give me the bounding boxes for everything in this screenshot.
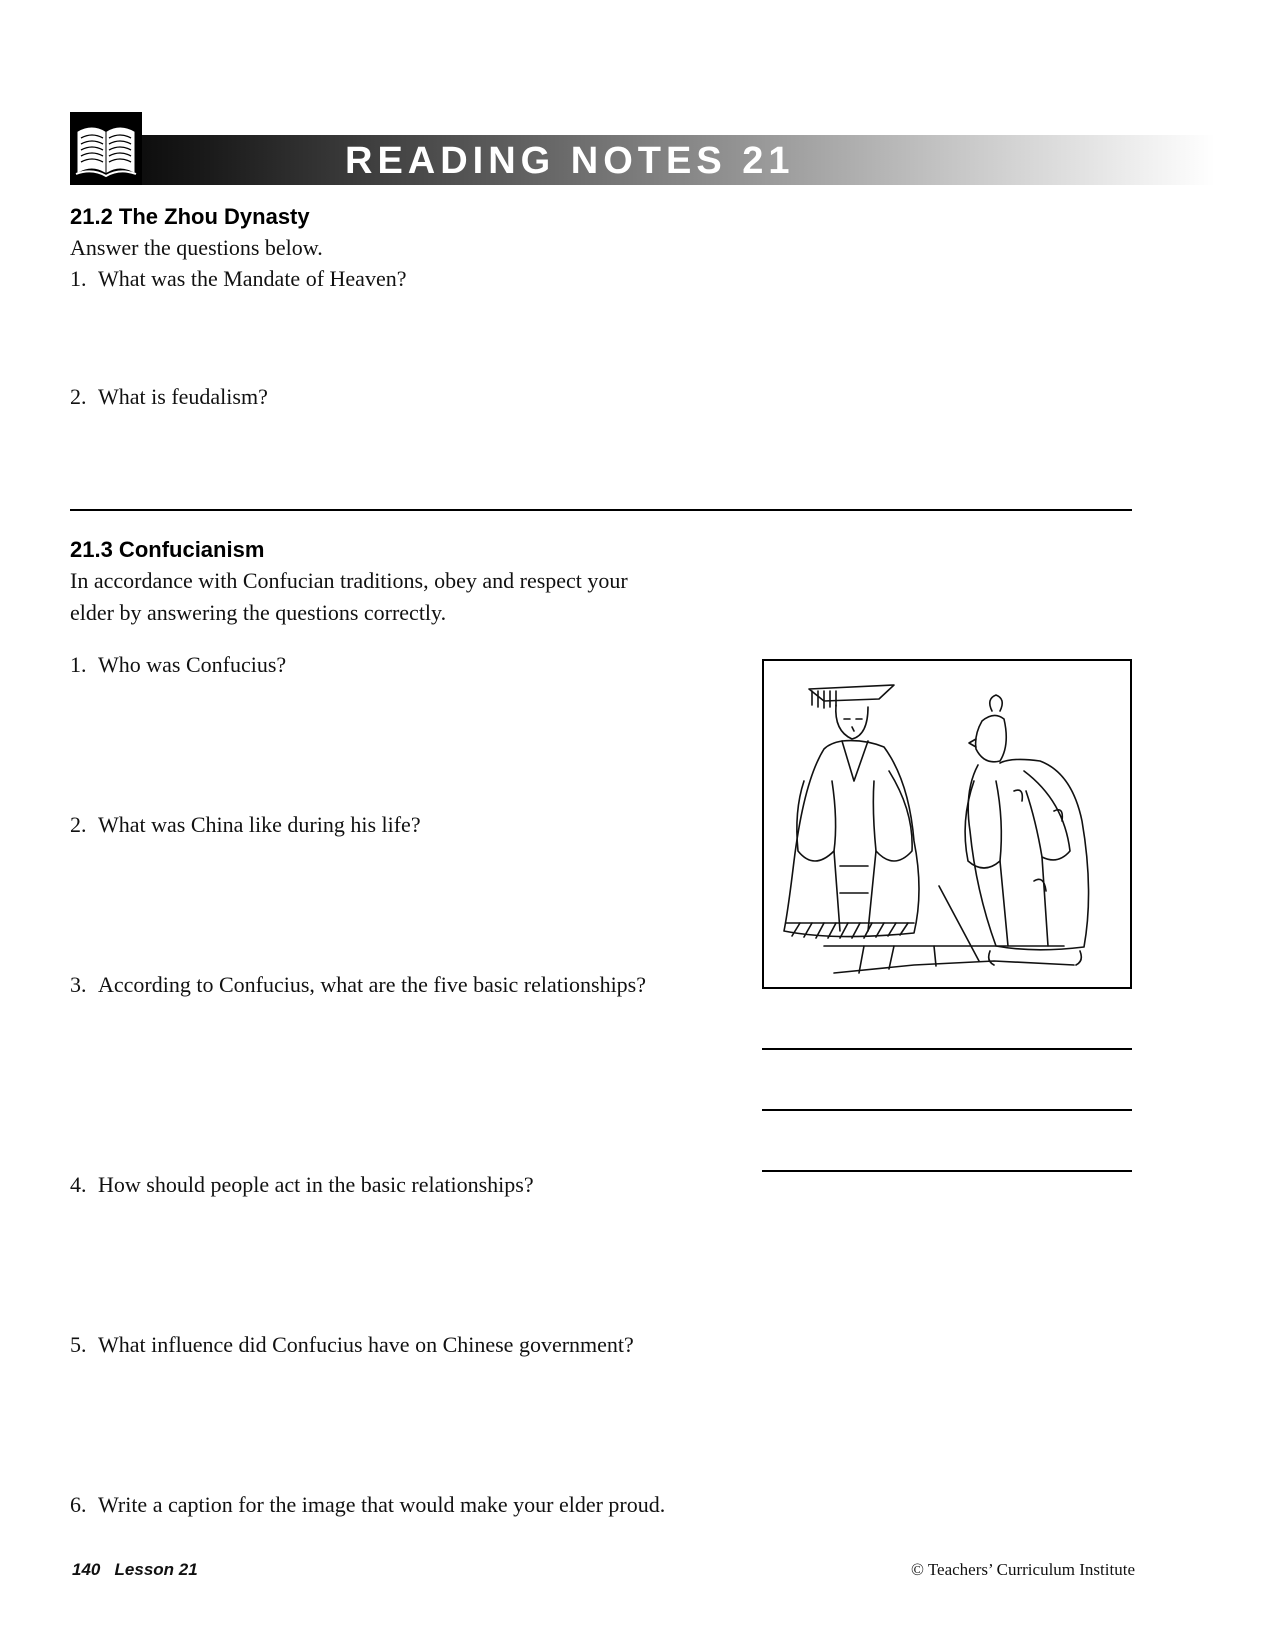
section-divider <box>70 509 1132 511</box>
question-text: Who was Confucius? <box>98 652 287 677</box>
open-book-icon <box>70 112 142 185</box>
question-number: 3. <box>70 972 87 997</box>
question-number: 4. <box>70 1172 87 1197</box>
question-text: What was the Mandate of Heaven? <box>98 266 407 291</box>
confucius-illustration <box>762 659 1132 989</box>
question-item <box>70 971 646 999</box>
question-text: What influence did Confucius have on Chinese government? <box>98 1332 634 1357</box>
question-number: 2. <box>70 384 87 409</box>
question-item <box>70 1491 665 1519</box>
question-text: According to Confucius, what are the five basic relationships? <box>98 972 647 997</box>
section-instructions-line1: In accordance with Confucian traditions, obey and respect your <box>70 568 628 593</box>
page-title: READING NOTES 21 <box>345 140 795 182</box>
question-number: 1. <box>70 266 87 291</box>
question-number: 5. <box>70 1332 87 1357</box>
question-item <box>70 265 406 293</box>
question-item <box>70 383 268 411</box>
question-text: How should people act in the basic relationships? <box>98 1172 534 1197</box>
question-item <box>70 1331 634 1359</box>
question-item <box>70 651 286 679</box>
question-number: 2. <box>70 812 87 837</box>
question-number: 1. <box>70 652 87 677</box>
section-heading-confucianism: 21.3 Confucianism <box>70 537 265 562</box>
caption-answer-line[interactable] <box>762 1170 1132 1172</box>
question-text: Write a caption for the image that would make your elder proud. <box>98 1492 666 1517</box>
footer-copyright: © Teachers’ Curriculum Institute <box>910 1560 1135 1579</box>
footer-page-label: 140 Lesson 21 <box>72 1560 198 1579</box>
caption-answer-line[interactable] <box>762 1048 1132 1050</box>
question-item <box>70 811 421 839</box>
question-number: 6. <box>70 1492 87 1517</box>
section-instructions-zhou: Answer the questions below. <box>70 235 323 260</box>
question-item <box>70 1171 534 1199</box>
question-text: What is feudalism? <box>98 384 268 409</box>
section-heading-zhou: 21.2 The Zhou Dynasty <box>70 204 310 229</box>
caption-answer-line[interactable] <box>762 1109 1132 1111</box>
section-instructions-line2: elder by answering the questions correctly. <box>70 600 447 625</box>
question-text: What was China like during his life? <box>98 812 421 837</box>
